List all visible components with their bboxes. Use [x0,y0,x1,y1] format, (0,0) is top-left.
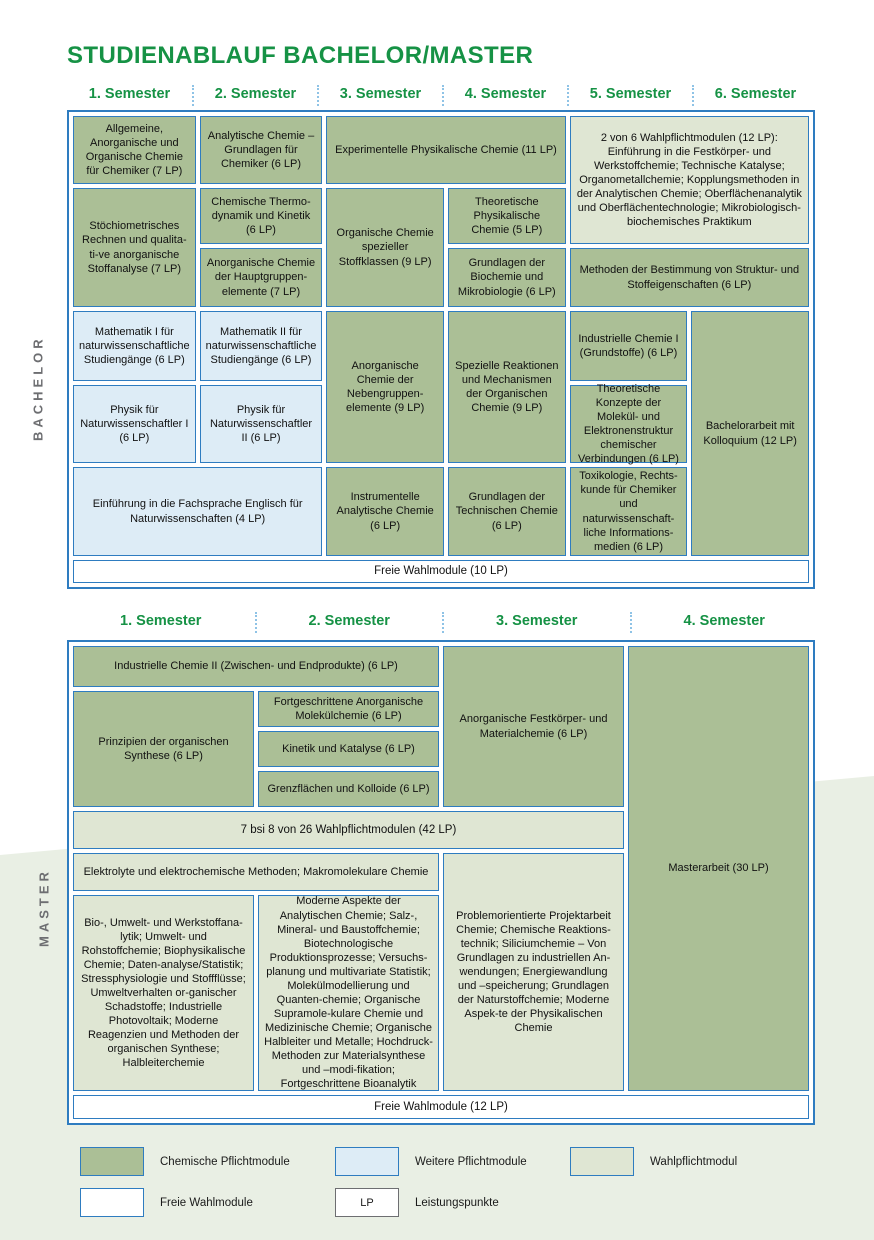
bachelor-semester-3-header: 3. Semester [317,85,442,106]
module-box-anorganische-hauptgruppenelemente: Anorganische Chemie der Hauptgruppen-elemente (7 LP) [200,248,323,307]
legend-label: Leistungspunkte [415,1196,499,1209]
master-freie-wahlmodule-bar: Freie Wahlmodule (12 LP) [73,1095,809,1119]
module-box-fortgeschrittene-anorganische-molekuelchemie: Fortgeschrittene Anorganische Molekülchemie (6 LP) [258,691,439,727]
legend-label: Wahlpflichtmodul [650,1155,738,1168]
legend-item-leistungspunkte [335,1188,499,1217]
master-study-plan-grid [67,640,815,1125]
legend-item-wahlpflichtmodul [570,1147,737,1176]
legend-item-weitere-pflichtmodule [335,1147,527,1176]
module-box-instrumentelle-analytische-chemie: Instrumentelle Analytische Chemie (6 LP) [326,467,444,556]
bachelor-semester-4-header: 4. Semester [442,85,567,106]
module-box-toxikologie-rechtskunde: Toxikologie, Rechts-kunde für Chemiker und naturwissenschaft-liche Informations-medien (6 LP) [570,467,688,556]
master-semester-3-header: 3. Semester [442,612,630,633]
module-box-grundlagen-biochemie-mikrobiologie: Grundlagen der Biochemie und Mikrobiologie (6 LP) [448,248,566,307]
module-box-masterarbeit: Masterarbeit (30 LP) [628,646,809,1091]
module-box-problemorientierte-projektarbeit-liste: Problemorientierte Projektarbeit Chemie; Chemische Reaktions-technik; Siliciumchemie – Von Grundlagen zu industriellen An-wendungen; Energiewandlung und –speicherung; Grundlagen der Naturstoffchemie; Moderne Aspek-te der Physikalischen Chemie [443,853,624,1091]
legend-swatch-lightgreen [570,1147,634,1176]
bachelor-semester-headers [67,85,817,106]
bachelor-semester-5-header: 5. Semester [567,85,692,106]
page-title: STUDIENABLAUF BACHELOR/MASTER [67,42,534,70]
master-semester-2-header: 2. Semester [255,612,443,633]
module-box-fachsprache-englisch: Einführung in die Fachsprache Englisch für Naturwissenschaften (4 LP) [73,467,322,556]
legend-swatch-lp: LP [335,1188,399,1217]
module-box-physik-1: Physik für Naturwissenschaftler I (6 LP) [73,385,196,463]
module-box-bachelorarbeit: Bachelorarbeit mit Kolloquium (12 LP) [691,311,809,556]
module-box-analytische-chemie-grundlagen: Analytische Chemie – Grundlagen für Chemiker (6 LP) [200,116,323,184]
module-box-grenzflaechen-kolloide: Grenzflächen und Kolloide (6 LP) [258,771,439,807]
bachelor-semester-1-header: 1. Semester [88,86,171,102]
master-semester-headers [67,612,817,633]
module-box-organische-chemie-stoffklassen: Organische Chemie spezieller Stoffklassen (9 LP) [326,188,444,307]
module-box-chemische-thermodynamik-kinetik: Chemische Thermo-dynamik und Kinetik (6 LP) [200,188,323,244]
module-box-kinetik-katalyse: Kinetik und Katalyse (6 LP) [258,731,439,767]
module-box-2-von-6-wahlpflichtmodulen: 2 von 6 Wahlpflichtmodulen (12 LP): Einführung in die Festkörper- und Werkstoffchemie; Technische Katalyse; Organometallchemie; Kopplungsmethoden in der Analytischen Chemie; Oberflächenanalytik und Oberflächentechnologie; Mikrobiologisch-biochemisches Praktikum [570,116,809,244]
module-box-prinzipien-organische-synthese: Prinzipien der organischen Synthese (6 LP) [73,691,254,807]
module-box-industrielle-chemie-2: Industrielle Chemie II (Zwischen- und Endprodukte) (6 LP) [73,646,439,687]
legend-item-chemische-pflichtmodule [80,1147,290,1176]
module-box-methoden-bestimmung-struktur: Methoden der Bestimmung von Struktur- und Stoffeigenschaften (6 LP) [570,248,809,307]
module-box-theoretische-konzepte-molekuelstruktur: Theoretische Konzepte der Molekül- und Elektronenstruktur chemischer Verbindungen (6 LP) [570,385,688,463]
bachelor-semester-6-header: 6. Semester [692,85,817,106]
module-box-elektrolyte-makromolekulare-chemie: Elektrolyte und elektrochemische Methoden; Makromolekulare Chemie [73,853,439,891]
module-box-grundlagen-technische-chemie: Grundlagen der Technischen Chemie (6 LP) [448,467,566,556]
master-semester-4-header: 4. Semester [630,612,818,633]
module-box-stoechiometrisches-rechnen: Stöchiometrisches Rechnen und qualita-ti-ve anorganische Stoffanalyse (7 LP) [73,188,196,307]
master-section-label: MASTER [36,868,52,948]
module-box-spezielle-reaktionen-mechanismen: Spezielle Reaktionen und Mechanismen der Organischen Chemie (9 LP) [448,311,566,463]
module-box-theoretische-physikalische-chemie: Theoretische Physikalische Chemie (5 LP) [448,188,566,244]
module-box-7-bis-8-wahlpflichtmodulen: 7 bsi 8 von 26 Wahlpflichtmodulen (42 LP) [73,811,624,849]
legend-label: Chemische Pflichtmodule [160,1155,290,1168]
legend-swatch-green [80,1147,144,1176]
module-box-physik-2: Physik für Naturwissenschaftler II (6 LP) [200,385,323,463]
legend-swatch-blue [335,1147,399,1176]
module-box-moderne-aspekte-analytische-chemie-liste: Moderne Aspekte der Analytischen Chemie; Salz-, Mineral- und Baustoffchemie; Biotechnologische Produktionsprozesse; Versuchs-planung und multivariate Statistik; Molekülmodellierung und Quanten-chemie; Organische Supramole-kulare Chemie und Medizinische Chemie; Organische Halbleiter und Metalle; Hochdruck-Methoden zur Materialsynthese und –modi-fikation; Fortgeschrittene Bioanalytik [258,895,439,1091]
module-box-mathematik-1: Mathematik I für naturwissenschaftliche Studiengänge (6 LP) [73,311,196,381]
bachelor-freie-wahlmodule-bar: Freie Wahlmodule (10 LP) [73,560,809,583]
module-box-bio-umwelt-werkstoffanalytik-liste: Bio-, Umwelt- und Werkstoffana-lytik; Umwelt- und Rohstoffchemie; Biophysikalische Chemie; Daten-analyse/Statistik; Stressphysiologie und Stoffflüsse; Umweltverhalten or-ganischer Schadstoffe; Industrielle Photovoltaik; Moderne Reagenzien und Methoden der organischen Synthese; Halbleiterchemie [73,895,254,1091]
legend-item-freie-wahlmodule [80,1188,253,1217]
module-box-anorganische-festkoerper-materialchemie: Anorganische Festkörper- und Materialchemie (6 LP) [443,646,624,807]
bachelor-study-plan-grid [67,110,815,589]
legend-label: Weitere Pflichtmodule [415,1155,527,1168]
legend-swatch-white [80,1188,144,1217]
module-box-mathematik-2: Mathematik II für naturwissenschaftliche Studiengänge (6 LP) [200,311,323,381]
module-box-anorganische-nebengruppenelemente: Anorganische Chemie der Nebengruppen-elemente (9 LP) [326,311,444,463]
bachelor-semester-2-header: 2. Semester [192,85,317,106]
module-box-experimentelle-physikalische-chemie: Experimentelle Physikalische Chemie (11 LP) [326,116,565,184]
module-box-allgemeine-anorganische-organische-chemie: Allgemeine, Anorganische und Organische Chemie für Chemiker (7 LP) [73,116,196,184]
legend-label: Freie Wahlmodule [160,1196,253,1209]
module-box-industrielle-chemie-1: Industrielle Chemie I (Grundstoffe) (6 LP) [570,311,688,381]
master-semester-1-header: 1. Semester [120,613,202,629]
bachelor-section-label: BACHELOR [30,335,46,441]
